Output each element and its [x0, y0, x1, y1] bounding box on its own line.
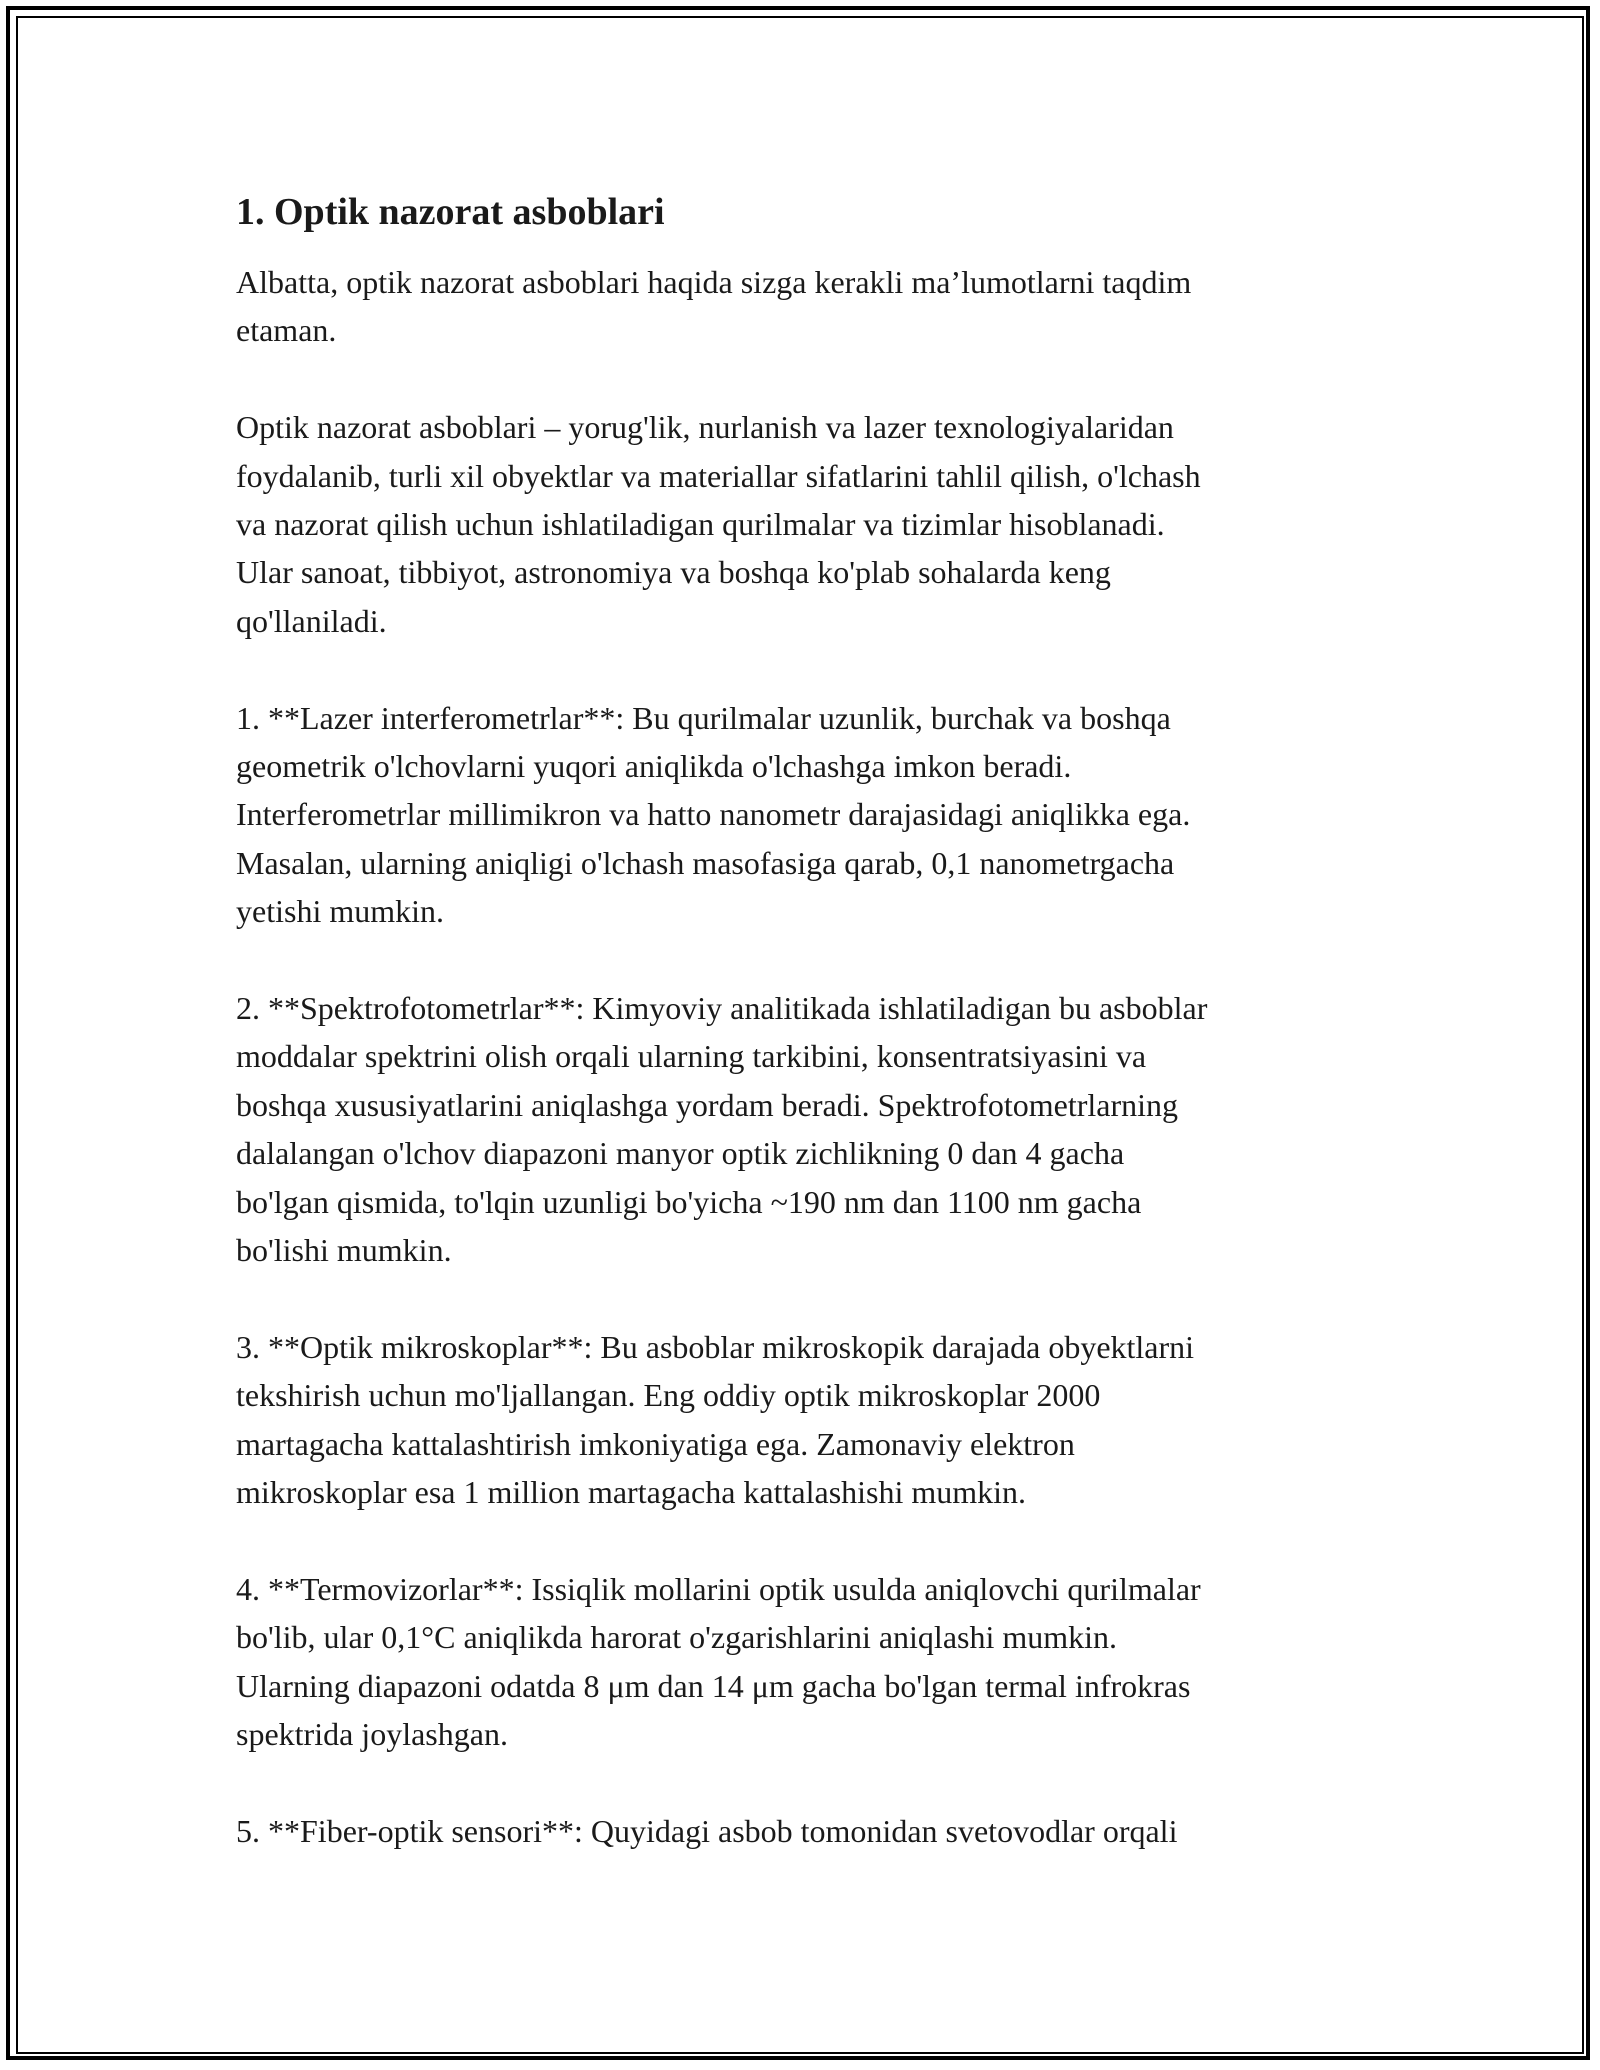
paragraph-item-5 — [236, 1807, 1376, 1855]
text-line: foydalanib, turli xil obyektlar va materiallar sifatlarini tahlil qilish, o'lchash — [236, 457, 1201, 494]
text-line: bo'lgan qismida, to'lqin uzunligi bo'yicha ~190 nm dan 1100 nm gacha — [236, 1183, 1142, 1220]
text-line: 1. **Lazer interferometrlar**: Bu qurilmalar uzunlik, burchak va boshqa — [236, 699, 1171, 736]
text-line: yetishi mumkin. — [236, 893, 444, 930]
text-line: dalalangan o'lchov diapazoni manyor optik zichlikning 0 dan 4 gacha — [236, 1135, 1125, 1172]
text-line: mikroskoplar esa 1 million martagacha kattalashishi mumkin. — [236, 1474, 1027, 1511]
paragraph-item-1 — [236, 694, 1376, 936]
text-line: qo'llaniladi. — [236, 602, 387, 639]
text-line: va nazorat qilish uchun ishlatiladigan qurilmalar va tizimlar hisoblanadi. — [236, 506, 1165, 543]
text-line: 2. **Spektrofotometrlar**: Kimyoviy analitikada ishlatiladigan bu asboblar — [236, 990, 1208, 1027]
section-heading: 1. Optik nazorat asboblari — [236, 191, 665, 233]
text-line: spektrida joylashgan. — [236, 1716, 508, 1753]
text-line: Ular sanoat, tibbiyot, astronomiya va boshqa ko'plab sohalarda keng — [236, 554, 1111, 591]
text-line: 4. **Termovizorlar**: Issiqlik mollarini optik usulda aniqlovchi qurilmalar — [236, 1570, 1201, 1607]
paragraph-item-2 — [236, 984, 1376, 1274]
paragraph-definition — [236, 403, 1376, 645]
document-body — [236, 186, 1376, 1904]
text-line: bo'lib, ular 0,1°C aniqlikda harorat o'zgarishlarini aniqlashi mumkin. — [236, 1619, 1118, 1656]
text-line: Albatta, optik nazorat asboblari haqida sizga kerakli ma’lumotlarni taqdim — [236, 264, 1192, 300]
text-line: 5. **Fiber-optik sensori**: Quyidagi asbob tomonidan svetovodlar orqali — [236, 1812, 1178, 1849]
paragraph-item-4 — [236, 1565, 1376, 1759]
text-line: martagacha kattalashtirish imkoniyatiga ega. Zamonaviy elektron — [236, 1425, 1075, 1462]
text-line: etaman. — [236, 312, 337, 349]
text-line: geometrik o'lchovlarni yuqori aniqlikda o'lchashga imkon beradi. — [236, 748, 1072, 785]
text-line: Optik nazorat asboblari – yorug'lik, nurlanish va lazer texnologiyalaridan — [236, 409, 1174, 446]
text-line: Ularning diapazoni odatda 8 μm dan 14 μm gacha bo'lgan termal infrokras — [236, 1667, 1191, 1704]
text-line: tekshirish uchun mo'ljallangan. Eng oddiy optik mikroskoplar 2000 — [236, 1377, 1101, 1414]
text-line: boshqa xususiyatlarini aniqlashga yordam beradi. Spektrofotometrlarning — [236, 1086, 1178, 1123]
paragraph-intro — [236, 258, 1376, 355]
text-line: Masalan, ularning aniqligi o'lchash masofasiga qarab, 0,1 nanometrgacha — [236, 844, 1175, 881]
paragraph-item-3 — [236, 1323, 1376, 1517]
text-line: 3. **Optik mikroskoplar**: Bu asboblar mikroskopik darajada obyektlarni — [236, 1328, 1195, 1365]
text-line: Interferometrlar millimikron va hatto nanometr darajasidagi aniqlikka ega. — [236, 796, 1191, 833]
text-line: bo'lishi mumkin. — [236, 1232, 452, 1269]
text-line: moddalar spektrini olish orqali ularning tarkibini, konsentratsiyasini va — [236, 1038, 1147, 1075]
